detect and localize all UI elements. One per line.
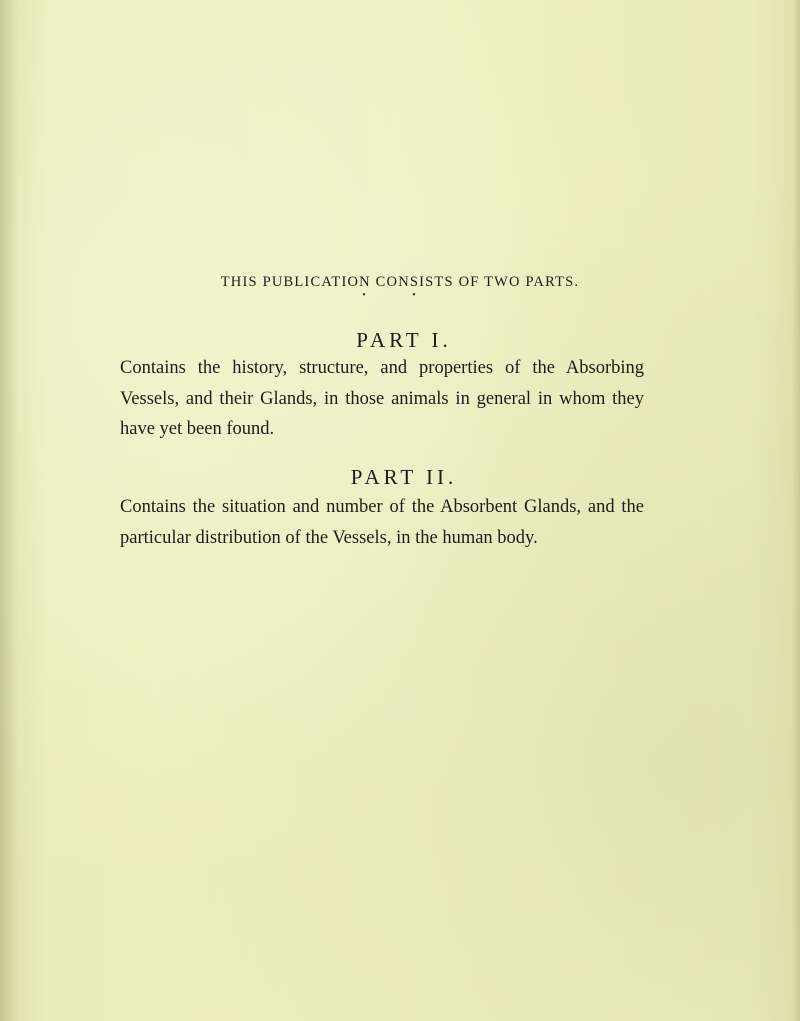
part-two-title: PART II. <box>350 465 458 489</box>
part-one-title: PART I. <box>356 328 452 352</box>
page-heading: THIS PUBLICATION CONSISTS OF TWO PARTS. <box>220 274 580 290</box>
page-spine-shadow <box>0 0 18 1021</box>
part-two-description: Contains the situation and number of the Absorbent Glands, and the particular distribution of the Vessels, in the human body. <box>120 497 644 548</box>
page-edge-shadow <box>792 0 800 1021</box>
part-one-description: Contains the history, structure, and properties of the Absorbing Vessels, and their Glands, in those animals in general in whom they have yet been found. <box>120 358 644 439</box>
ornament-dots: • • <box>362 290 438 301</box>
